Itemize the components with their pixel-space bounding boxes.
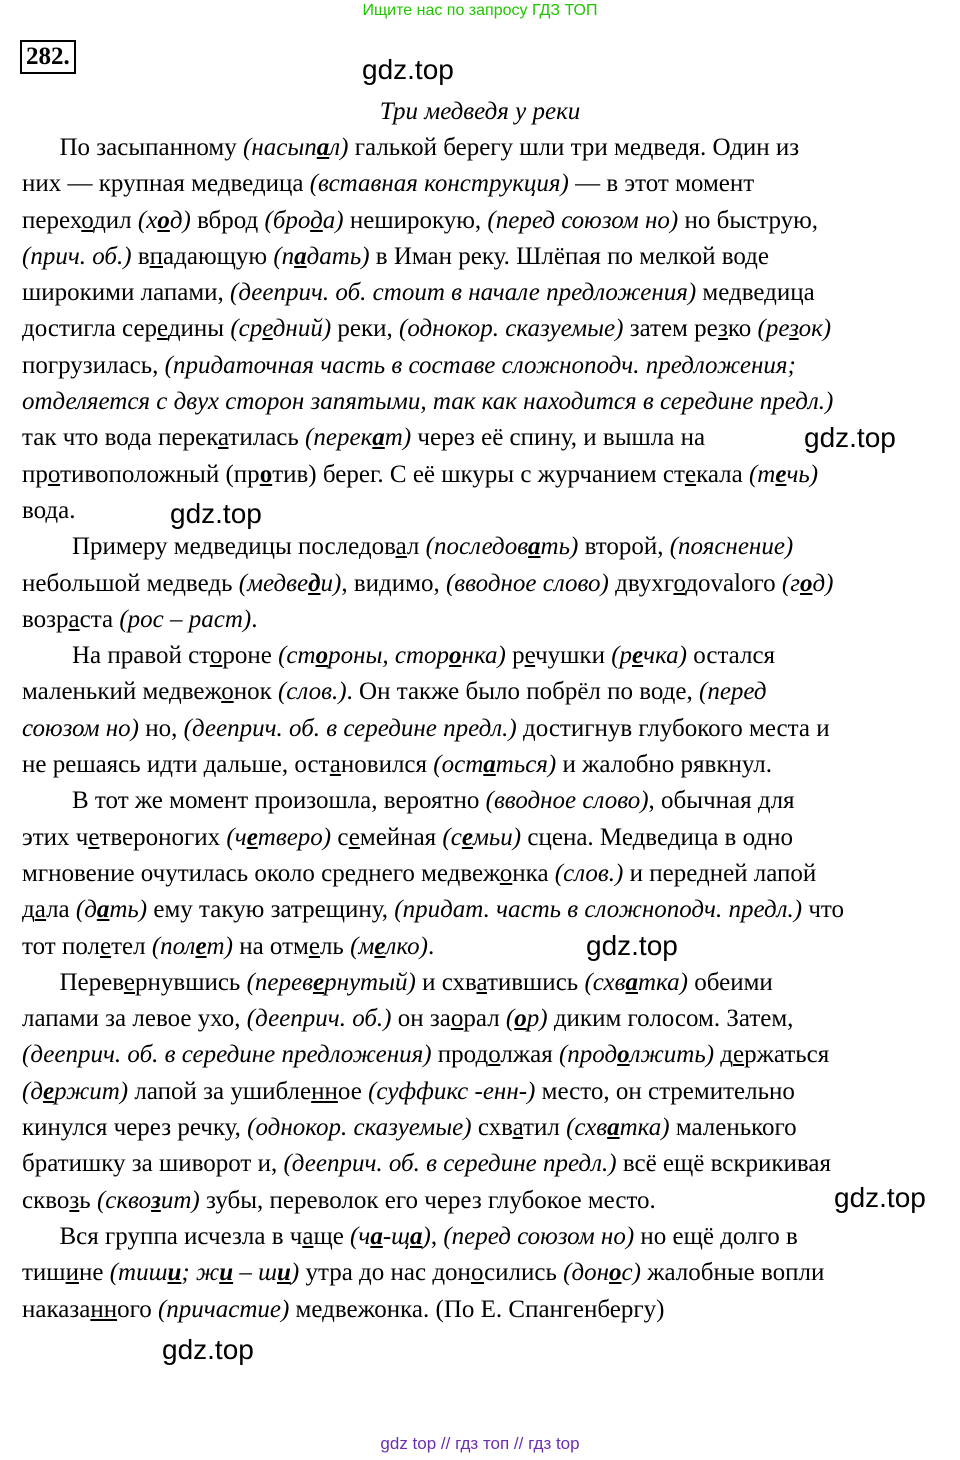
text-line: достигла середины (средний) реки, (однокор. сказуемые) затем резко (резок) <box>22 315 832 343</box>
text-line: По засыпанному (насыпал) галькой берегу шли три медведя. Один из <box>22 134 800 161</box>
text-line: небольшой медведь (медведи), видимо, (вводное слово) двухгодovalого (год) <box>22 569 834 597</box>
watermark: gdz.top <box>586 930 678 961</box>
text-line: тот полетел (полет) на отмель (мелко). <box>22 932 435 960</box>
text-line: братишку за шиворот и, (дееприч. об. в середине предл.) всё ещё вскрикивая <box>22 1150 831 1178</box>
text-line: кинулся через речку, (однокор. сказуемые) схватил (схватка) маленького <box>22 1114 797 1142</box>
text-line: (держит) лапой за ушибленное (суффикс -енн-) место, он стремительно <box>22 1077 795 1105</box>
text-line: отделяется с двух сторон запятыми, так как находится в середине предл.) <box>22 388 834 416</box>
text-line: так что вода перекатилась (перекат) через её спину, и вышла на <box>22 424 706 452</box>
watermark: gdz.top <box>170 498 262 529</box>
text-line: возраста (рос – раст). <box>22 605 258 633</box>
text-line: них — крупная медведица (вставная конструкция) — в этот момент <box>22 170 755 198</box>
text-line: наказанного (причастие) медвежонка. (По Е. Спангенбергу) <box>22 1295 665 1323</box>
search-banner: Ищите нас по запросу ГДЗ ТОП <box>362 2 598 19</box>
text-line: лапами за левое ухо, (дееприч. об.) он заорал (ор) диким голосом. Затем, <box>22 1005 794 1033</box>
watermark: gdz.top <box>362 54 454 85</box>
watermark: gdz.top <box>804 422 896 453</box>
watermark: gdz.top <box>162 1334 254 1365</box>
text-line: погрузилась, (придаточная часть в составе сложноподч. предложения; <box>22 351 796 379</box>
text-line: союзом но) но, (дееприч. об. в середине предл.) достигнув глубокого места и <box>22 714 830 742</box>
exercise-number: 282. <box>20 40 76 74</box>
text-line: тишине (тиши; жи – ши) утра до нас доносились (донос) жалобные вопли <box>22 1259 825 1287</box>
text-line: Перевернувшись (перевернутый) и схватившись (схватка) обеими <box>22 968 773 996</box>
text-line: вода. <box>22 496 76 524</box>
text-line: Вся группа исчезла в чаще (ча-ща), (перед союзом но) но ещё долго в <box>22 1222 798 1250</box>
text-line: Примеру медведицы последовал (последовать) второй, (пояснение) <box>22 533 794 561</box>
text-line: дала (дать) ему такую затрещину, (придат. часть в сложноподч. предл.) что <box>22 896 844 924</box>
text-line: На правой стороне (стороны, сторонка) речушки (речка) остался <box>22 642 776 670</box>
text-title: Три медведя у реки <box>379 98 581 125</box>
text-line: противоположный (против) берег. С её шкуры с журчанием стекала (течь) <box>22 460 819 488</box>
text-line: широкими лапами, (дееприч. об. стоит в начале предложения) медведица <box>22 279 815 307</box>
text-line: В тот же момент произошла, вероятно (вводное слово), обычная для <box>22 787 795 815</box>
watermark: gdz.top <box>834 1182 926 1213</box>
footer-links: gdz top // гдз топ // гдз top <box>380 1434 580 1453</box>
text-line: (дееприч. об. в середине предложения) продолжая (продолжить) держаться <box>22 1041 830 1069</box>
text-line: (прич. об.) впадающую (падать) в Иман реку. Шлёпая по мелкой воде <box>22 242 769 270</box>
text-line: этих четвероногих (четверо) семейная (семьи) сцена. Медведица в одно <box>22 823 793 851</box>
text-line: сквозь (сквозит) зубы, переволок его через глубокое место. <box>22 1186 656 1214</box>
text-line: не решаясь идти дальше, остановился (остаться) и жалобно рявкнул. <box>22 751 772 779</box>
exercise-text <box>22 130 942 1328</box>
text-line: переходил (ход) вброд (брода) неширокую, (перед союзом но) но быструю, <box>22 206 819 234</box>
text-line: мгновение очутилась около среднего медвежонка (слов.) и передней лапой <box>22 859 817 887</box>
text-line: маленький медвежонок (слов.). Он также было побрёл по воде, (перед <box>22 678 767 706</box>
